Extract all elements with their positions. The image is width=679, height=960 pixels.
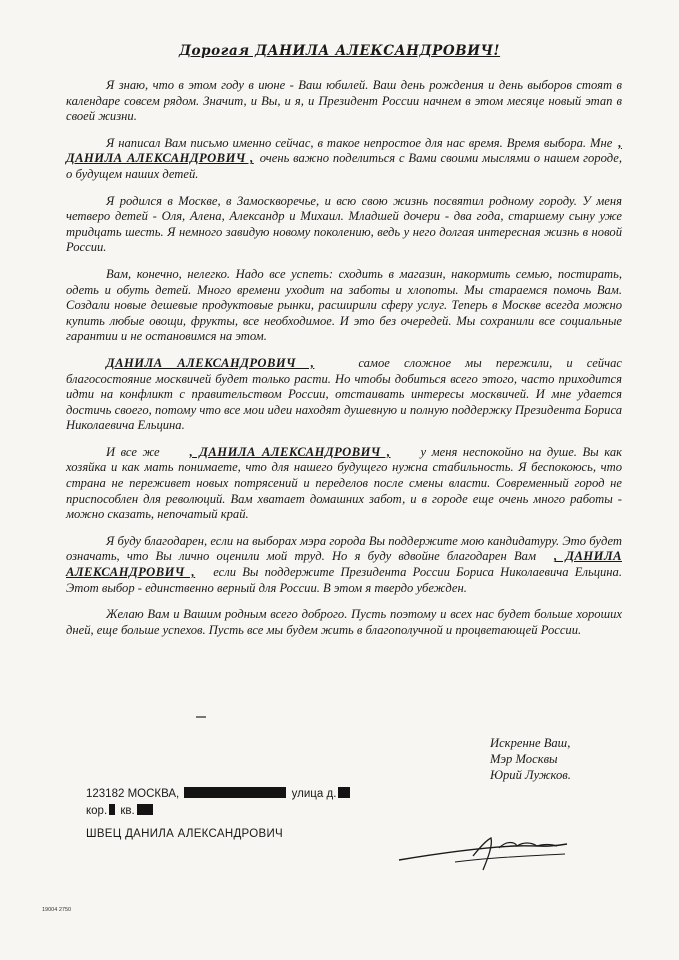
signoff-line-2: Мэр Москвы <box>490 751 558 766</box>
paragraph-2 <box>66 136 622 183</box>
recipient-name-inline-1: , ДАНИЛА АЛЕКСАНДРОВИЧ , <box>66 135 622 166</box>
recipient-name: ШВЕЦ ДАНИЛА АЛЕКСАНДРОВИЧ <box>86 828 284 840</box>
paragraph-5-end: самое сложное мы пережили, и сейчас благосостояние москвичей будет только расти. Но чтобы добиться всего этого, часто приходится идти на конфликт с правительством России, отстаивать интересы москвичей. И мне удается достичь своего, потому что все мои идеи находят душевную и полную поддержку Президента Бориса Николаевича Ельцина. <box>66 355 622 433</box>
paragraph-7-end: если Вы поддержите Президента России Бориса Николаевича Ельцина. Этот выбор - единственно верный для России. В этом я твердо убежден. <box>66 565 622 595</box>
address-city: 123182 МОСКВА, <box>86 788 180 800</box>
document-code: 19004 2750 <box>42 907 72 913</box>
handwritten-signature <box>395 826 585 876</box>
paragraph-1: Я знаю, что в этом году в июне - Ваш юбилей. Ваш день рождения и день выборов стоят в календаре совсем рядом. Значит, и Вы, и я, и Президент России начнем в этом месяце новый этап в своей жизни. <box>66 78 622 124</box>
redacted-flat <box>137 804 153 815</box>
paragraph-6-start: И все же <box>106 444 160 459</box>
address-line-1 <box>86 786 352 803</box>
address-street-label: улица д. <box>291 788 337 800</box>
address-building-label: кор. <box>86 805 108 817</box>
signoff-block <box>490 736 571 783</box>
recipient-name-inline-4: , ДАНИЛА АЛЕКСАНДРОВИЧ , <box>66 549 622 580</box>
address-block <box>86 786 352 820</box>
address-flat-label: кв. <box>120 805 135 817</box>
address-line-2 <box>86 803 352 820</box>
paragraph-7 <box>66 534 622 596</box>
paragraph-6-end: у меня неспокойно на душе. Вы как хозяйка и как мать понимаете, что для нашего будущего нужна стабильность. Я беспокоюсь, что страна не переживет новых потрясений и переделов после смены власти. Современный город не приспособлен для революций. Вам хватает домашних забот, и в городе еще очень много работы - можно сказать, непочатый край. <box>66 444 623 522</box>
letter-greeting: Дорогая ДАНИЛА АЛЕКСАНДРОВИЧ! <box>178 43 501 59</box>
redacted-house <box>338 787 350 798</box>
recipient-name-inline-3: , ДАНИЛА АЛЕКСАНДРОВИЧ , <box>189 444 391 459</box>
signoff-line-3: Юрий Лужков. <box>490 767 571 782</box>
paragraph-2-start: Я написал Вам письмо именно сейчас, в такое непростое для нас время. Время выбора. Мне <box>106 135 613 150</box>
signoff-line-1: Искренне Ваш, <box>490 736 571 750</box>
paragraph-5 <box>66 356 622 434</box>
recipient-name-inline-2: ДАНИЛА АЛЕКСАНДРОВИЧ , <box>106 355 315 370</box>
redacted-street <box>184 787 286 798</box>
redacted-building <box>109 804 115 815</box>
scan-speck <box>196 716 206 718</box>
paragraph-6 <box>66 445 622 523</box>
paragraph-3: Я родился в Москве, в Замоскворечье, и всю свою жизнь посвятил родному городу. У меня четверо детей - Оля, Алена, Александр и Михаил. Младшей дочери - два года, старшему сыну уже тридцать шесть. Я немного завидую новому поколению, ведь у него долгая интересная жизнь в новой России. <box>66 193 622 255</box>
paragraph-7-start: Я буду благодарен, если на выборах мэра города Вы поддержите мою кандидатуру. Это будет означать, что Вы лично оценили мой труд. Но я буду вдвойне благодарен Вам <box>66 533 622 564</box>
paragraph-4: Вам, конечно, нелегко. Надо все успеть: сходить в магазин, накормить семью, постирать, одеть и обуть детей. Много времени уходит на заботы и хлопоты. Мы стараемся помочь Вам. Создали новые дешевые продуктовые рынки, расширили сферу услуг. Теперь в Москве всегда можно купить любые овощи, фрукты, все необходимое. И это без очередей. Мы сохранили все социальные гарантии и не остановимся на этом. <box>66 266 622 344</box>
letter-body <box>66 78 622 649</box>
paragraph-8: Желаю Вам и Вашим родным всего доброго. Пусть поэтому и всех нас будет больше хороших дней, еще больше успехов. Пусть все мы будем жить в благополучной и процветающей России. <box>66 607 622 637</box>
paragraph-2-end: очень важно поделиться с Вами своими мыслями о нашем городе, о будущем наших детей. <box>66 151 622 181</box>
